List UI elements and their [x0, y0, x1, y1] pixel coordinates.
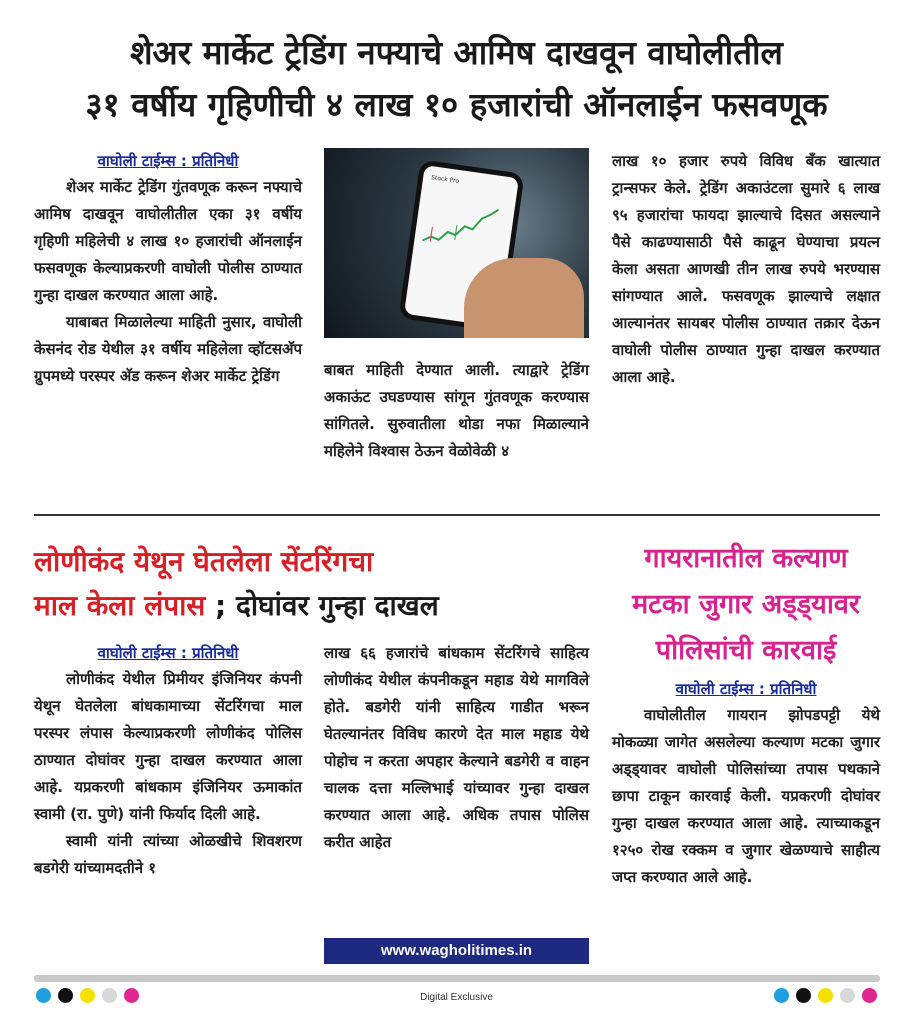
section-divider: [34, 514, 880, 516]
trading-phone-photo: [324, 148, 589, 338]
article1-column3: [612, 148, 880, 391]
headline-article2-line2: [34, 584, 439, 628]
color-registration-dots-right: [774, 988, 877, 1003]
bottom-bar: [34, 975, 880, 982]
hand: [464, 258, 584, 338]
headline-article2-line1: लोणीकंद येथून घेतलेला सेंटरिंगचा: [34, 545, 374, 578]
byline[interactable]: वाघोली टाईम्स : प्रतिनिधी: [97, 152, 239, 170]
headline-article3-line2: मटका जुगार अड्ड्यावर: [632, 589, 860, 620]
article1-paragraph1: शेअर मार्केट ट्रेडिंग गुंतवणूक करून नफ्याचे आमिष दाखवून वाघोलीतील एका ३१ वर्षीय गृहिणी महिलेची ४ लाख १० हजारांची ऑनलाईन फसवणूक केल्याप्रकरणी वाघोली पोलीस ठाण्यात गुन्हा दाखल करण्यात आला आहे.: [34, 178, 302, 304]
headline-article3-line1: गायरानातील कल्याण: [644, 543, 848, 574]
footer-label: Digital Exclusive: [420, 992, 493, 1003]
stock-chart-icon: [420, 196, 501, 256]
registration-dot-icon: [840, 988, 855, 1003]
byline[interactable]: वाघोली टाईम्स : प्रतिनिधी: [97, 644, 239, 662]
byline[interactable]: वाघोली टाईम्स : प्रतिनिधी: [675, 680, 817, 698]
article2-paragraph1: लोणीकंद येथील प्रिमीयर इंजिनियर कंपनी येथून घेतलेला बांधकामाच्या सेंटरिंगचा माल परस्पर लंपास केल्याप्रकरणी लोणीकंद पोलिस ठाण्यात दोघांवर गुन्हा दाखल करण्यात आला आहे. यप्रकरणी बांधकाम इंजिनियर ऊमाकांत स्वामी (रा. पुणे) यांनी फिर्याद दिली आहे.: [34, 670, 302, 823]
headline-article1-line1: शेअर मार्केट ट्रेडिंग नफ्याचे आमिष दाखवून वाघोलीतील: [130, 33, 783, 72]
phone-title: Stock Pro: [430, 174, 460, 185]
registration-dot-icon: [818, 988, 833, 1003]
headline-article1-line2: ३१ वर्षीय गृहिणीची ४ लाख १० हजारांची ऑनलाईन फसवणूक: [85, 85, 828, 124]
article2-column2: [324, 640, 589, 856]
article2-paragraph2: स्वामी यांनी त्यांच्या ओळखीचे शिवशरण बडगेरी यांच्यामदतीने १: [34, 832, 302, 877]
registration-dot-icon: [796, 988, 811, 1003]
article1-column2: [324, 357, 589, 465]
article1-paragraph4: लाख १० हजार रुपये विविध बँक खात्यात ट्रान्सफर केले. ट्रेडिंग अकाउंटला सुमारे ६ लाख ९५ हजारांचा फायदा झाल्याचे दिसत असल्याने पैसे काढण्यासाठी पैसे काढून घेण्याचा प्रयत्न केला असता आणखी तीन लाख रुपये भरण्यास सांगण्यात आले. फसवणूक झाल्याचे लक्षात आल्यानंतर सायबर पोलीस ठाण्यात तक्रार देऊन वाघोली पोलीस ठाण्यात गुन्हा दाखल करण्यात आला आहे.: [612, 152, 880, 386]
article3-paragraph1: वाघोलीतील गायरान झोपडपट्टी येथे मोकळ्या जागेत असलेल्या कल्याण मटका जुगार अड्ड्यावर वाघोली पोलिसांच्या तपास पथकाने छापा टाकून कारवाई केली. यप्रकरणी दोघांवर गुन्हा दाखल करण्यात आला आहे. त्याच्याकडून १२५० रोख रक्कम व जुगार खेळण्याचे साहीत्य जप्त करण्यात आले आहे.: [612, 706, 880, 886]
headline-article3-line3: पोलिसांची कारवाई: [655, 635, 837, 666]
website-url-link[interactable]: www.wagholitimes.in: [324, 938, 589, 964]
registration-dot-icon: [862, 988, 877, 1003]
article1-paragraph2: याबाबत मिळालेल्या माहिती नुसार, वाघोली केसनंद रोड येथील ३१ वर्षीय महिलेला व्हॉटसअ‍ॅप ग्रुपमध्ये परस्पर अ‍ॅड करून शेअर मार्केट ट्रेडिंग: [34, 313, 302, 385]
article3-column: [612, 702, 880, 891]
article2-paragraph3: लाख ६६ हजारांचे बांधकाम सेंटरिंगचे साहित्य लोणीकंद येथील कंपनीकडून महाड येथे मागविले होते. बडगेरी यांनी साहित्य गाडीत भरून घेतल्यानंतर विविध कारणे देत माल महाड येथे पोहोच न करता अपहार केल्याने बडगेरी व वाहन चालक दत्ता मल्लिभाई यांच्यावर गुन्हा दाखल करण्यात आला आहे. अधिक तपास पोलिस करीत आहेत: [324, 644, 589, 851]
headline-article2-rest: ; दोघांवर गुन्हा दाखल: [205, 589, 439, 622]
article2-column1: [34, 640, 302, 882]
article1-paragraph3: बाबत माहिती देण्यात आली. त्याद्वारे ट्रेडिंग अकाऊंट उघडण्यास सांगून गुंतवणूक करण्यास सांगितले. सुरुवातीला थोडा नफा मिळाल्याने महिलेने विश्वास ठेऊन वेळोवेळी ४: [324, 361, 589, 460]
article1-column1: [34, 148, 302, 390]
headline-article2-red: माल केला लंपास: [34, 589, 206, 622]
registration-dot-icon: [774, 988, 789, 1003]
